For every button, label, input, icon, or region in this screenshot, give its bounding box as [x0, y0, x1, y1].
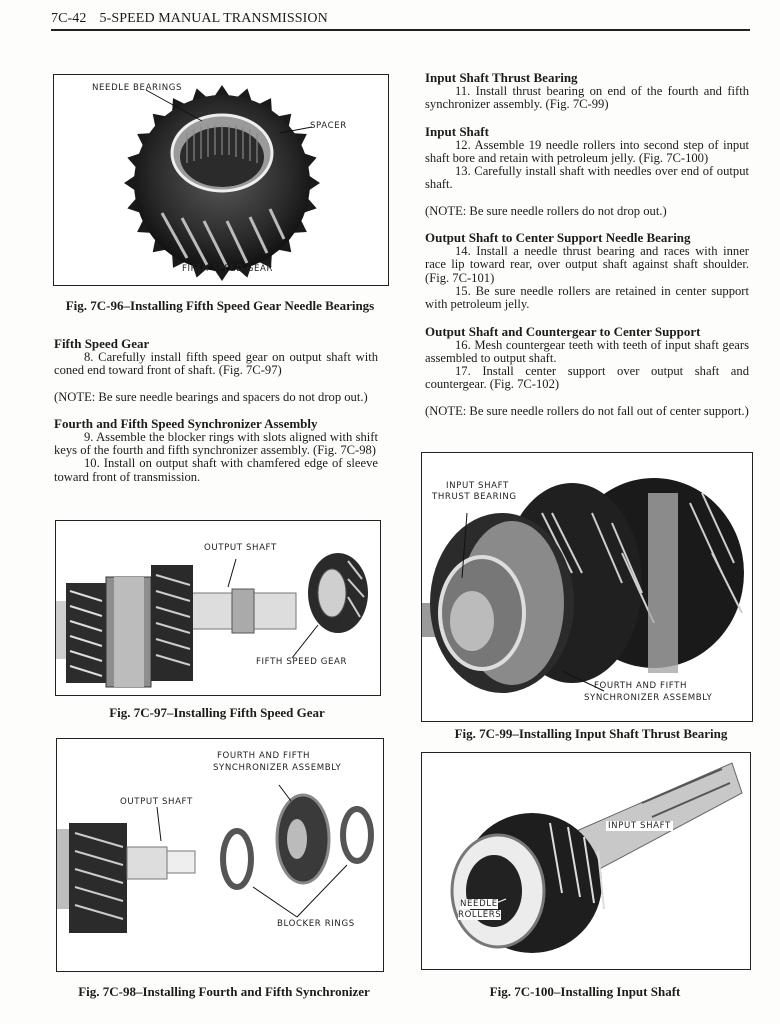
label-fifth-speed-gear: FIFTH SPEED GEAR	[256, 657, 348, 667]
note-center-support: (NOTE: Be sure needle rollers do not fall out of center support.)	[425, 403, 749, 418]
heading-input-shaft: Input Shaft	[425, 123, 489, 139]
label-synchronizer-line2: SYNCHRONIZER ASSEMBLY	[584, 693, 713, 703]
step-16: 16. Mesh countergear teeth with teeth of input shaft gears assembled to output shaft.	[425, 337, 749, 365]
right-text-column	[425, 71, 749, 418]
step-11: 11. Install thrust bearing on end of the fourth and fifth synchronizer assembly. (Fig. 7C-99)	[425, 84, 749, 112]
heading-synchronizer-assembly: Fourth and Fifth Speed Synchronizer Assembly	[54, 415, 318, 431]
step-10: 10. Install on output shaft with chamfered edge of sleeve toward front of transmission.	[54, 456, 378, 484]
left-text-column	[54, 337, 378, 484]
label-needle-rollers-line1: NEEDLE	[460, 899, 498, 909]
figure-7c-100-caption: Fig. 7C-100–Installing Input Shaft	[489, 984, 681, 999]
note-needle-bearings: (NOTE: Be sure needle bearings and spacers do not drop out.)	[54, 389, 368, 404]
page-header	[51, 9, 750, 31]
figure-7c-98-caption: Fig. 7C-98–Installing Fourth and Fifth Synchronizer	[78, 984, 370, 999]
heading-center-support-needle-bearing: Output Shaft to Center Support Needle Bearing	[425, 230, 691, 246]
figure-7c-96-caption: Fig. 7C-96–Installing Fifth Speed Gear Needle Bearings	[65, 298, 375, 313]
fifth-speed-gear-illustration	[54, 75, 388, 285]
step-13: 13. Carefully install shaft with needles over end of output shaft.	[425, 164, 749, 192]
label-output-shaft: OUTPUT SHAFT	[204, 543, 277, 553]
label-thrust-bearing-line1: INPUT SHAFT	[446, 481, 509, 491]
step-14: 14. Install a needle thrust bearing and races with inner race lip toward rear, over output shaft against shaft shoulder. (Fig. 7C-101)	[425, 244, 749, 285]
label-output-shaft: OUTPUT SHAFT	[120, 797, 193, 807]
label-input-shaft: INPUT SHAFT	[608, 821, 671, 831]
label-blocker-rings: BLOCKER RINGS	[277, 919, 355, 929]
page-number: 7C-42	[51, 11, 87, 26]
figure-7c-96	[53, 74, 389, 286]
note-needle-rollers: (NOTE: Be sure needle rollers do not drop out.)	[425, 203, 667, 218]
step-8: 8. Carefully install fifth speed gear on output shaft with coned end toward front of shaft. (Fig. 7C-97)	[54, 350, 378, 378]
figure-7c-97	[55, 520, 381, 696]
step-12: 12. Assemble 19 needle rollers into second step of input shaft bore and retain with petroleum jelly. (Fig. 7C-100)	[425, 137, 749, 165]
figure-7c-97-caption: Fig. 7C-97–Installing Fifth Speed Gear	[109, 705, 325, 720]
label-synchronizer-line1: FOURTH AND FIFTH	[594, 681, 688, 691]
label-synchronizer-line2: SYNCHRONIZER ASSEMBLY	[213, 763, 342, 773]
step-17: 17. Install center support over output shaft and countergear. (Fig. 7C-102)	[425, 364, 749, 392]
label-thrust-bearing-line2: THRUST BEARING	[432, 492, 517, 502]
figure-7c-100	[421, 752, 751, 970]
input-shaft-illustration	[422, 753, 750, 969]
heading-countergear-center-support: Output Shaft and Countergear to Center Support	[425, 323, 701, 339]
heading-input-shaft-thrust-bearing: Input Shaft Thrust Bearing	[425, 70, 578, 85]
step-15: 15. Be sure needle rollers are retained in center support with petroleum jelly.	[425, 283, 749, 312]
label-needle-rollers-line2: ROLLERS	[458, 910, 502, 920]
label-synchronizer-line1: FOURTH AND FIFTH	[217, 751, 311, 761]
section-title: 5-SPEED MANUAL TRANSMISSION	[99, 11, 328, 26]
synchronizer-illustration	[57, 739, 383, 971]
figure-7c-99-caption: Fig. 7C-99–Installing Input Shaft Thrust Bearing	[454, 726, 728, 741]
label-spacer: SPACER	[310, 121, 347, 131]
label-fifth-speed-gear: FIFTH SPEED GEAR	[182, 264, 274, 274]
label-needle-bearings: NEEDLE BEARINGS	[92, 83, 183, 93]
step-9: 9. Assemble the blocker rings with slots aligned with shift keys of the fourth and fifth synchronizer assembly. (Fig. 7C-98)	[54, 429, 378, 458]
figure-7c-99	[421, 452, 753, 722]
figure-7c-98	[56, 738, 384, 972]
heading-fifth-speed-gear: Fifth Speed Gear	[54, 336, 150, 351]
